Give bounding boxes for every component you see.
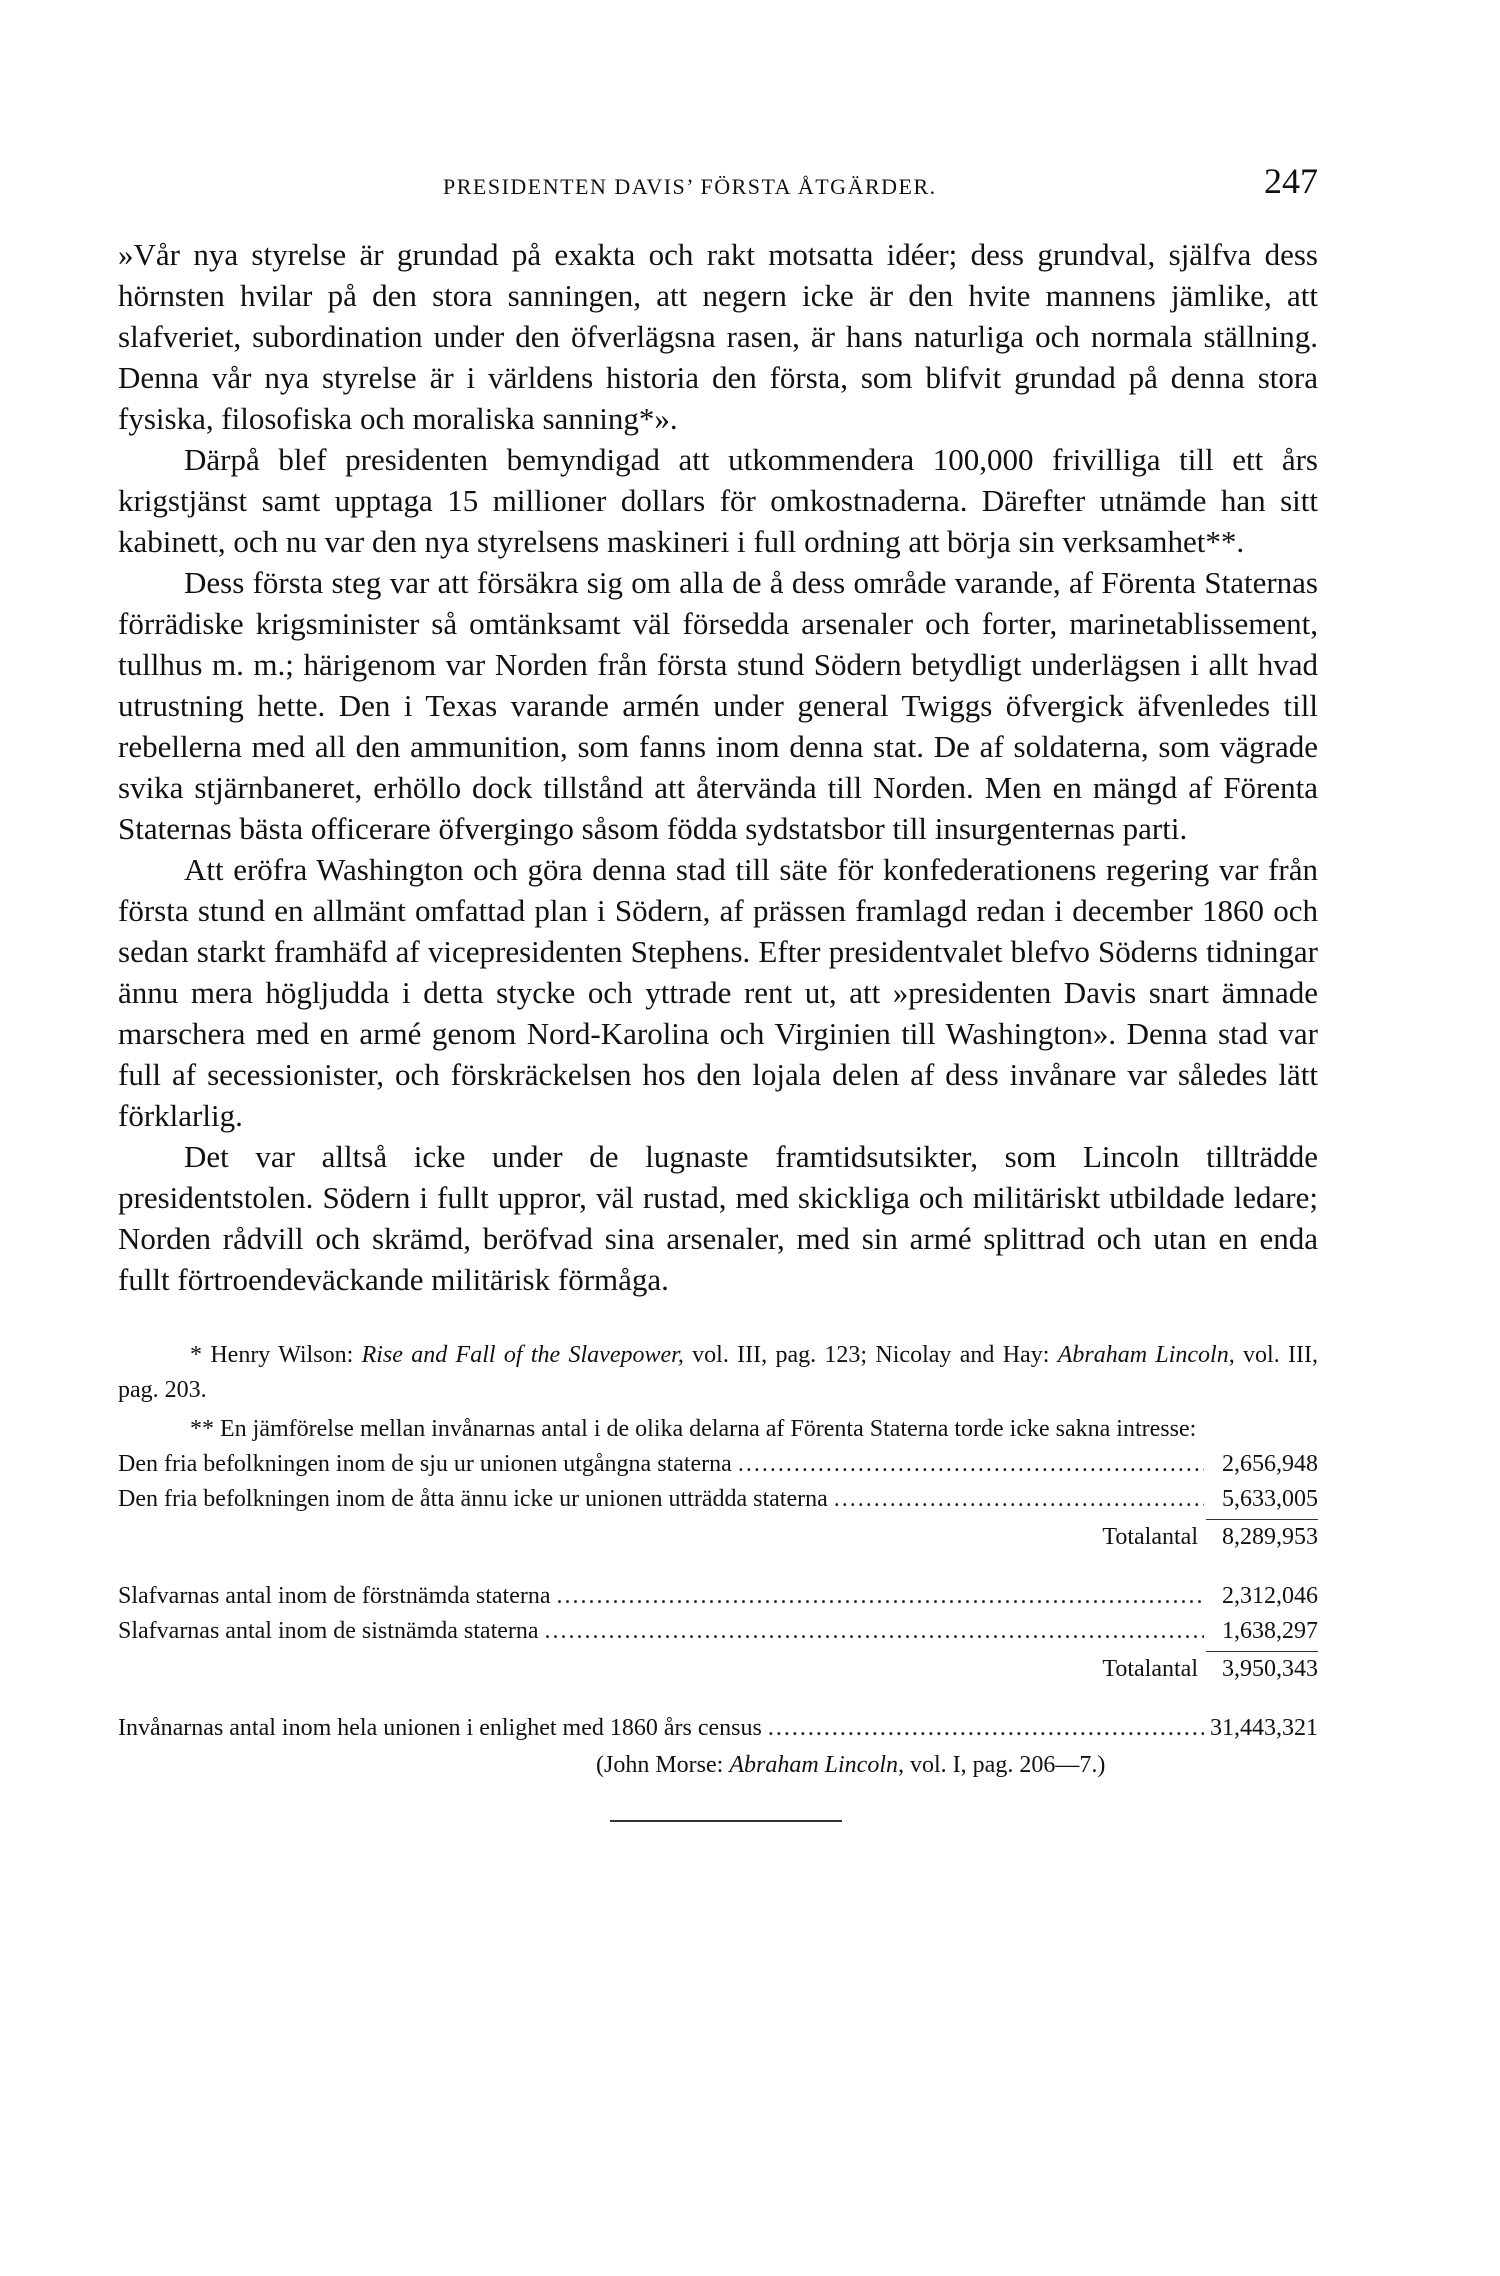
page-header <box>118 160 1318 210</box>
table-row <box>118 1447 1318 1482</box>
book-page <box>118 160 1318 1783</box>
page-number: 247 <box>1264 161 1318 201</box>
paragraph-2: Därpå blef presidenten bemyndigad att utkommendera 100,000 frivilliga till ett års krigstjänst samt upptaga 15 millioner dollars för omkostnaderna. Därefter utnämde han sitt kabinett, och nu var den nya styrelsens maskineri i full ordning att börja sin verksamhet**. <box>118 442 1318 559</box>
footnote-1-author: Henry Wilson: <box>210 1342 354 1368</box>
total-label: Totalantal <box>1102 1524 1198 1550</box>
footnote-1-ref: vol. III, pag. 123; Nicolay and Hay: <box>692 1342 1050 1368</box>
footnote-1 <box>118 1338 1318 1408</box>
source-open: (John Morse: <box>596 1752 724 1778</box>
running-title: PRESIDENTEN DAVIS’ FÖRSTA ÅTGÄRDER. <box>443 174 937 199</box>
footnote-1-ref2: vol. III, pag. 203. <box>118 1342 1319 1403</box>
footnote-1-work2: Abraham Lincoln, <box>1057 1342 1235 1368</box>
total-row-1 <box>118 1520 1318 1555</box>
row-label: Den fria befolkningen inom de sju ur unionen utgångna staterna <box>118 1451 732 1477</box>
footnote-2-intro <box>118 1412 1318 1447</box>
end-rule <box>610 1820 842 1822</box>
footnote-2-marker: ** <box>190 1416 214 1442</box>
footnote-2-intro-text: En jämförelse mellan invånarnas antal i de olika delarna af Förenta Staterna torde icke sakna intresse: <box>220 1416 1197 1442</box>
total-value: 8,289,953 <box>1222 1524 1318 1550</box>
table-row <box>118 1614 1318 1649</box>
census-row <box>118 1711 1318 1746</box>
row-label: Slafvarnas antal inom de förstnämda staterna <box>118 1583 551 1609</box>
row-value: 2,312,046 <box>1222 1583 1318 1609</box>
footnotes <box>118 1338 1318 1783</box>
dot-leader <box>545 1614 1204 1649</box>
total-label: Totalantal <box>1102 1656 1198 1682</box>
paragraph-5: Det var alltså icke under de lugnaste framtidsutsikter, som Lincoln tillträdde presidentstolen. Södern i fullt uppror, väl rustad, med skickliga och militäriskt utbildade ledare; Norden rådvill och skrämd, beröfvad sina arsenaler, med sin armé splittrad och utan en enda fullt förtroendeväckande militärisk förmåga. <box>118 1139 1318 1297</box>
row-label: Slafvarnas antal inom de sistnämda staterna <box>118 1618 539 1644</box>
source-ref: vol. I, pag. 206—7.) <box>910 1752 1106 1778</box>
census-label: Invånarnas antal inom hela unionen i enlighet med 1860 års census <box>118 1715 762 1741</box>
dot-leader <box>557 1579 1204 1614</box>
table-row <box>118 1482 1318 1517</box>
source-work: Abraham Lincoln, <box>729 1752 904 1778</box>
row-value: 1,638,297 <box>1222 1618 1318 1644</box>
census-value: 31,443,321 <box>1210 1715 1318 1741</box>
paragraph-4: Att eröfra Washington och göra denna stad till säte för konfederationens regering var från första stund en allmänt omfattad plan i Södern, af prässen framlagd redan i december 1860 och sedan starkt framhäfd af vicepresidenten Stephens. Efter presidentvalet blefvo Söderns tidningar ännu mera högljudda i detta stycke och yttrade rent ut, att »presidenten Davis snart ämnade marschera med en armé genom Nord-Karolina och Virginien till Washington». Denna stad var full af secessionister, och förskräckelsen hos den lojala delen af dess invånare var således lätt förklarlig. <box>118 852 1318 1133</box>
footnote-2-source <box>118 1748 1318 1783</box>
paragraph-3: Dess första steg var att försäkra sig om alla de å dess område varande, af Förenta Staternas förrädiske krigsminister så omtänksamt väl försedda arsenaler och forter, marinetablissement, tullhus m. m.; härigenom var Norden från första stund Södern betydligt underlägsen i allt hvad utrustning hette. Den i Texas varande armén under general Twiggs öfvergick äfvenledes till rebellerna med all den ammunition, som fanns inom denna stat. De af soldaterna, som vägrade svika stjärnbaneret, erhöllo dock tillstånd att återvända till Norden. Men en mängd af Förenta Staternas bästa officerare öfvergingo såsom födda sydstatsbor till insurgenternas parti. <box>118 565 1318 846</box>
row-value: 2,656,948 <box>1222 1451 1318 1477</box>
total-value: 3,950,343 <box>1222 1656 1318 1682</box>
dot-leader <box>834 1482 1204 1517</box>
body-text <box>118 234 1318 1300</box>
footnote-1-marker: * <box>190 1342 202 1368</box>
row-value: 5,633,005 <box>1222 1486 1318 1512</box>
paragraph-1: »Vår nya styrelse är grundad på exakta och rakt motsatta idéer; dess grundval, själfva dess hörnsten hvilar på den stora sanningen, att negern icke är den hvite mannens jämlike, att slafveriet, subordination under den öfverlägsna rasen, är hans naturliga och normala ställning. Denna vår nya styrelse är i världens historia den första, som blifvit grundad på denna stora fysiska, filosofiska och moraliska sanning*». <box>118 237 1318 436</box>
table-row <box>118 1579 1318 1614</box>
row-label: Den fria befolkningen inom de åtta ännu icke ur unionen utträdda staterna <box>118 1486 828 1512</box>
footnote-1-work: Rise and Fall of the Slavepower, <box>361 1342 684 1368</box>
dot-leader <box>768 1711 1204 1746</box>
total-row-2 <box>118 1652 1318 1687</box>
dot-leader <box>738 1447 1204 1482</box>
